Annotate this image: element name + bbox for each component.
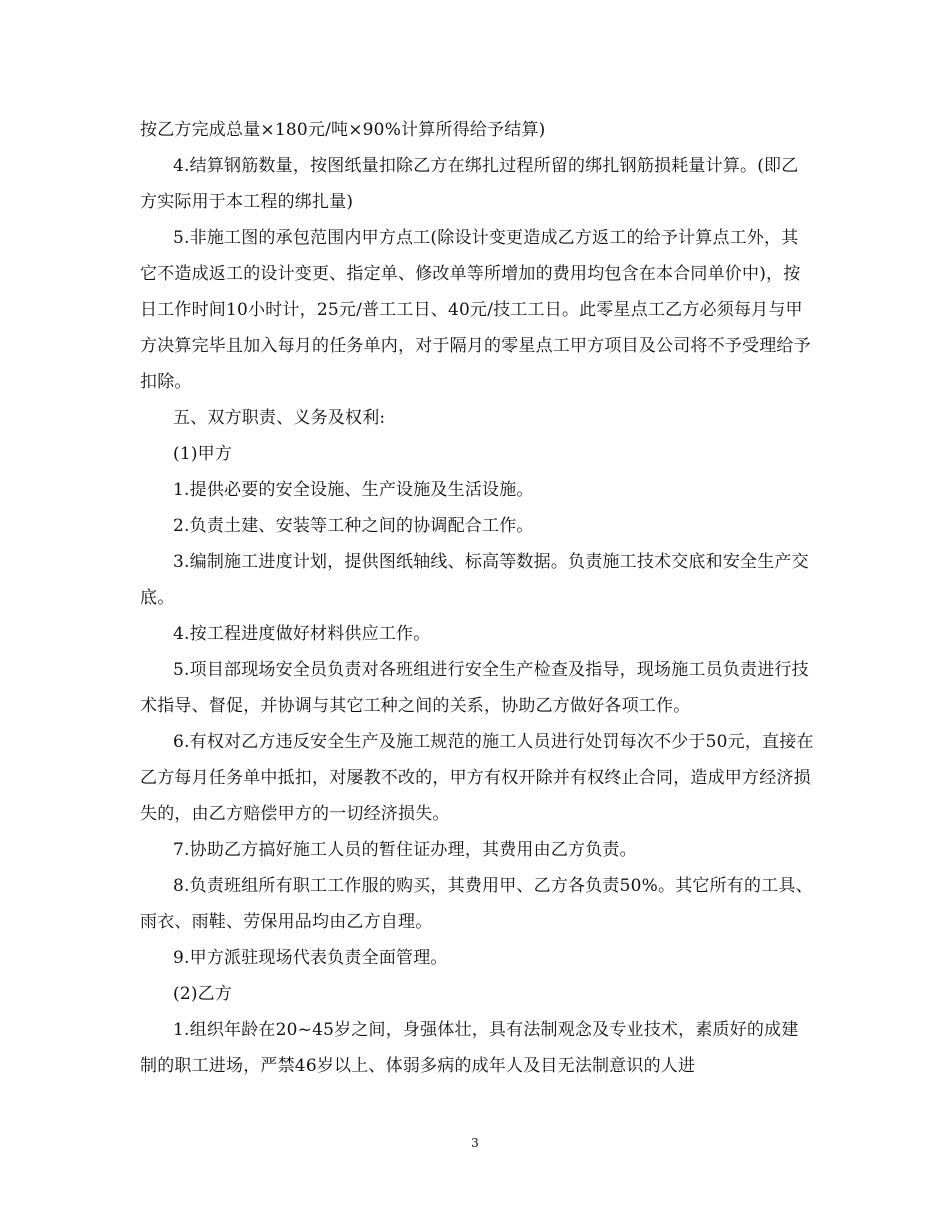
paragraph: 五、双方职责、义务及权利: xyxy=(173,408,386,428)
paragraph: 5.非施工图的承包范围内甲方点工(除设计变更造成乙方返工的给予计算点工外，其它不造成返工的设计变更、指定单、修改单等所增加的费用均包含在本合同单价中)，按日工作时间10小时计，25元/普工工日、40元/技工工日。此零星点工乙方必须每月与甲方决算完毕且加入每月的任务单内，对于隔月的零星点工甲方项目及公司将不予受理给予扣除。 xyxy=(140,228,811,392)
paragraph: (2)乙方 xyxy=(173,984,233,1004)
paragraph: 4.按工程进度做好材料供应工作。 xyxy=(173,624,431,644)
paragraph: 3.编制施工进度计划，提供图纸轴线、标高等数据。负责施工技术交底和安全生产交底。 xyxy=(140,552,809,608)
page-number: 3 xyxy=(471,1136,479,1150)
paragraph: (1)甲方 xyxy=(173,444,233,464)
paragraph: 7.协助乙方搞好施工人员的暂住证办理，其费用由乙方负责。 xyxy=(173,840,637,860)
paragraph: 4.结算钢筋数量，按图纸量扣除乙方在绑扎过程所留的绑扎钢筋损耗量计算。(即乙方实际用于本工程的绑扎量) xyxy=(140,156,799,212)
paragraph: 2.负责土建、安装等工种之间的协调配合工作。 xyxy=(173,516,534,536)
paragraph: 1.提供必要的安全设施、生产设施及生活设施。 xyxy=(173,480,534,500)
paragraph: 1.组织年龄在20~45岁之间，身强体壮，具有法制观念及专业技术，素质好的成建制的职工进场，严禁46岁以上、体弱多病的成年人及目无法制意识的人进 xyxy=(140,1020,799,1076)
paragraph: 6.有权对乙方违反安全生产及施工规范的施工人员进行处罚每次不少于50元，直接在乙方每月任务单中抵扣，对屡教不改的，甲方有权开除并有权终止合同，造成甲方经济损失的，由乙方赔偿甲方的一切经济损失。 xyxy=(140,732,814,824)
paragraph: 8.负责班组所有职工工作服的购买，其费用甲、乙方各负责50%。其它所有的工具、雨衣、雨鞋、劳保用品均由乙方自理。 xyxy=(140,876,813,932)
paragraph: 按乙方完成总量×180元/吨×90%计算所得给予结算) xyxy=(140,120,546,140)
document-body xyxy=(140,112,815,1084)
paragraph: 9.甲方派驻现场代表负责全面管理。 xyxy=(173,948,448,968)
paragraph: 5.项目部现场安全员负责对各班组进行安全生产检查及指导，现场施工员负责进行技术指导、督促，并协调与其它工种之间的关系，协助乙方做好各项工作。 xyxy=(140,660,809,716)
